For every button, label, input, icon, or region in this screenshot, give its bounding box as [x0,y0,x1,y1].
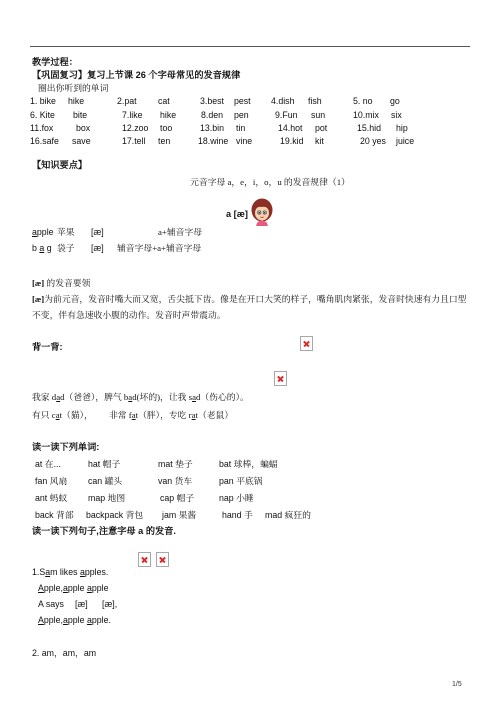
word-option: hike [68,96,85,106]
word-option: 20 yes [360,136,386,146]
header-divider [30,46,470,47]
circle-words-instruction: 圈出你听到的单词 [38,83,109,93]
text-segment: b [32,243,40,253]
text-segment: pple. [91,615,111,625]
vocab-item: ant 蚂蚁 [35,493,68,503]
example-meaning: 苹果 [57,227,75,237]
word-option: 16.safe [30,136,59,146]
text-segment: pple [36,227,54,237]
pronunciation-tips-heading [32,278,90,289]
broken-image-icon [300,336,313,351]
example-phonetic: [æ] [91,227,104,237]
word-option: 5. no [353,96,373,106]
word-option: too [160,123,173,133]
word-option: 4.dish [271,96,295,106]
pronunciation-tips-line [32,310,226,321]
word-option: sun [311,110,326,120]
vocab-item: pan 平底锅 [219,476,263,486]
text-segment: 的发音要领 [44,278,91,288]
vocab-item: hand 手 [222,510,253,520]
sentence-item-title [32,567,108,578]
chant-phonetic: [æ], [102,599,118,609]
word-option: ten [158,136,171,146]
text-segment: [æ] [32,294,45,304]
vocab-item: map 地图 [88,493,126,503]
sound-heading: a [æ] [226,209,248,219]
word-option: go [390,96,400,106]
text-segment: [æ] [32,278,45,288]
underlined-letter: A [38,583,44,593]
underlined-letter: a [56,392,61,402]
vocab-item: hat 帽子 [88,459,121,469]
word-option: bite [73,110,88,120]
word-option: 11.fox [30,123,54,133]
rhyme-line [32,392,249,403]
text-segment: g [44,243,52,253]
word-option: 9.Fun [275,110,298,120]
review-heading: 【巩固复习】复习上节课 26 个字母常见的发音规律 [32,70,241,80]
example-word [32,243,52,254]
read-sentences-heading: 读一读下列句子,注意字母 a 的发音. [32,526,176,536]
text-segment: m likes [50,567,80,577]
broken-image-icon [138,552,151,567]
text-segment: t（老鼠） [195,410,234,420]
text-segment: pple, [43,583,63,593]
text-segment: pples. [84,567,109,577]
word-option: 14.hot [278,123,303,133]
text-segment: t（胖），专吃 r [135,410,192,420]
mascot-collar [256,221,268,227]
vocab-item: mad 疯狂的 [265,510,311,520]
word-option: 2.pat [117,96,137,106]
word-option: save [72,136,91,146]
page-number: 1/5 [452,681,462,688]
mascot-left-pupil [259,212,260,213]
word-option: pen [234,110,249,120]
word-option: vine [236,136,253,146]
chant-phonetic: [æ] [75,599,88,609]
text-segment: 我家 d [32,392,57,402]
example-rule: a+辅音字母 [158,227,203,237]
word-option: box [76,123,91,133]
text-segment: 非常 f [109,410,132,420]
text-segment: 1.S [32,567,46,577]
vocab-item: backpack 背包 [86,510,144,520]
word-option: 17.tell [122,136,146,146]
underlined-letter: a [86,583,92,593]
text-segment: 有只 c [32,410,56,420]
word-option: 3.best [200,96,224,106]
mascot-right-pupil [264,212,265,213]
broken-image-icon [274,371,287,386]
underlined-letter: a [128,392,133,402]
text-segment: pple, [43,615,63,625]
rhyme-line [32,410,93,421]
vocab-item: fan 风扇 [35,476,68,486]
text-segment: t（猫）， [59,410,93,420]
vocab-item: at 在... [35,459,61,469]
vocab-item: bat 球棒，蝙蝠 [219,459,278,469]
underlined-letter: a [62,583,68,593]
word-option: 15.hid [357,123,381,133]
vocab-item: van 货车 [158,476,193,486]
vocab-item: cap 帽子 [160,493,195,503]
example-rule: 辅音字母+a+辅音字母 [117,243,202,253]
underlined-letter: a [45,567,51,577]
knowledge-heading: 【知识要点】 [32,160,88,170]
word-option: six [391,110,402,120]
sentence-item-title: 2. am，am，am [32,648,97,658]
text-segment: 不变，伴有急速收小腹的动作。发音时声带震动。 [32,310,226,320]
example-phonetic: [æ] [91,243,104,253]
text-segment: d(坏的)，让我 s [132,392,193,402]
underlined-letter: a [191,410,196,420]
vowel-rules-subtitle: 元音字母 a，e，i，o，u 的发音规律（1） [190,177,350,187]
word-option: 10.mix [353,110,379,120]
underlined-letter: A [38,615,44,625]
text-segment: pple [67,583,87,593]
word-option: hip [396,123,408,133]
underlined-letter: a [55,410,60,420]
text-segment: d（爸爸），脾气 b [60,392,129,402]
example-meaning: 袋子 [57,243,75,253]
word-option: pot [315,123,328,133]
word-option: 13.bin [200,123,224,133]
chant-line [38,583,108,594]
underlined-letter: a [131,410,136,420]
word-option: hike [160,110,177,120]
rhyme-line [109,410,233,421]
word-option: juice [396,136,415,146]
vocab-item: can 罐头 [88,476,123,486]
example-word [32,227,54,238]
text-segment: 为前元音，发音时嘴大而又宽，舌尖抵下齿。像是在开口大笑的样子，嘴角肌肉紧张，发音时快速有力且口型 [44,294,467,304]
underlined-letter: a [39,243,45,253]
vocab-item: mat 垫子 [158,459,193,469]
text-segment: d（伤心的）。 [195,392,249,402]
teaching-process-title: 教学过程： [32,57,78,67]
word-option: cat [158,96,170,106]
recite-heading: 背一背: [32,342,63,352]
vocab-item: back 背部 [35,510,74,520]
underlined-letter: a [192,392,196,402]
word-option: 18.wine [198,136,229,146]
cartoon-girl-icon [251,198,273,226]
broken-image-icon [156,552,169,567]
word-option: pest [234,96,251,106]
vocab-item: nap 小睡 [219,493,254,503]
word-option: 7.like [122,110,143,120]
underlined-letter: a [62,615,68,625]
word-option: 12.zoo [122,123,149,133]
pronunciation-tips-line [32,294,466,305]
chant-says-text: A says [38,599,64,609]
text-segment: pple [91,583,109,593]
word-option: tin [236,123,246,133]
vocab-item: jam 果酱 [162,510,197,520]
read-words-heading: 读一读下列单词: [32,442,100,452]
underlined-letter: a [32,227,37,237]
word-option: 6. Kite [30,110,55,120]
text-segment: pple [67,615,87,625]
word-option: kit [315,136,324,146]
underlined-letter: a [86,615,92,625]
word-option: 19.kid [280,136,304,146]
chant-line [38,615,111,626]
word-option: fish [308,96,322,106]
underlined-letter: a [79,567,85,577]
word-option: 1. bike [30,96,56,106]
word-option: 8.den [201,110,224,120]
